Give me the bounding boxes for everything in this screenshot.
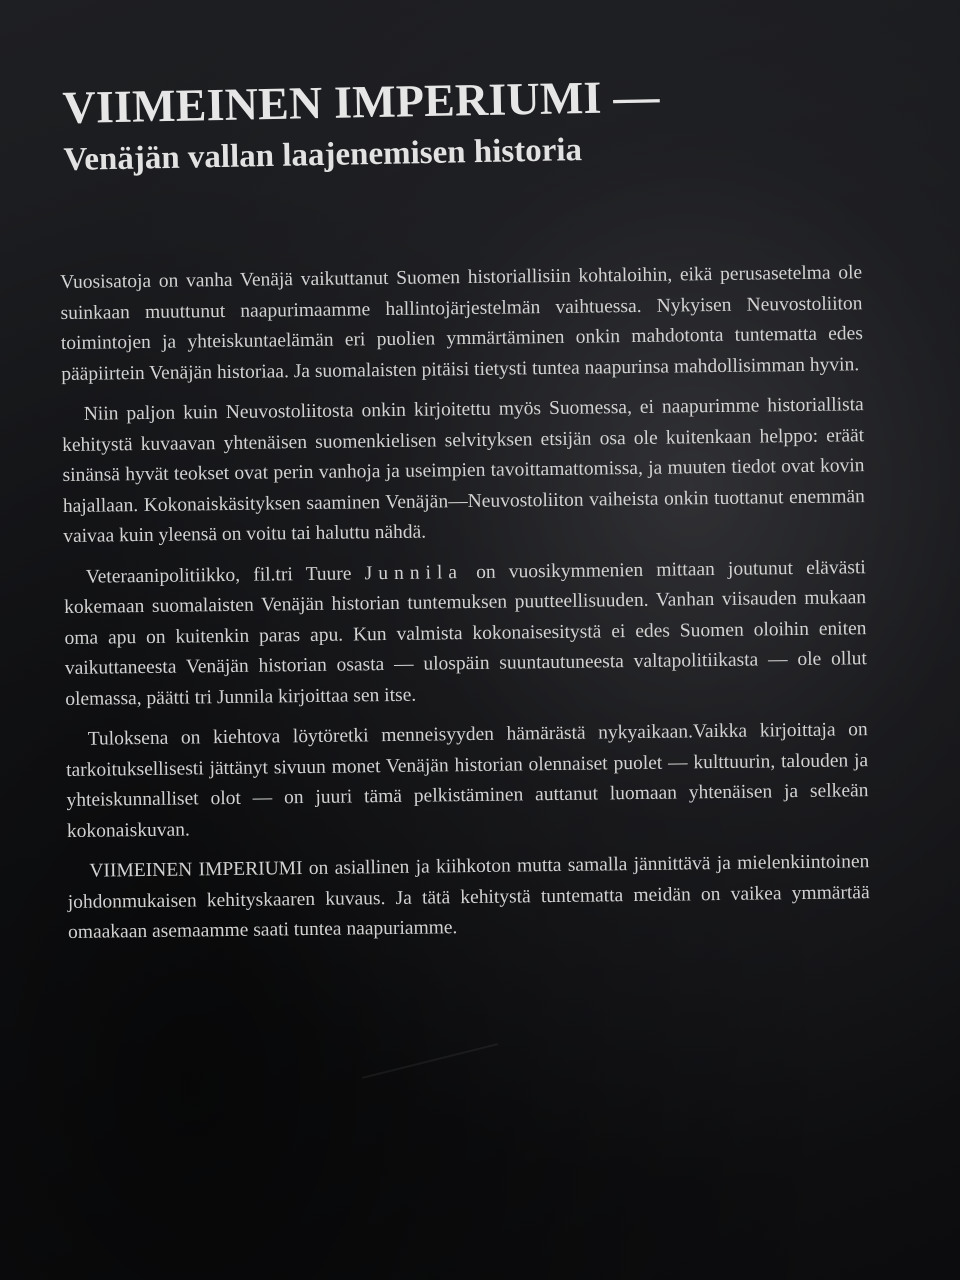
book-title: VIIMEINEN IMPERIUMI — [62,70,660,133]
title-block [62,66,904,180]
blurb-paragraph-5: VIIMEINEN IMPERIUMI on asiallinen ja kiihkoton mutta samalla jännittävä ja mielenkiintoinen johdonmukaisen kehityskaaren kuvaus. Ja tätä kehitystä tuntematta meidän on vaikea ymmärtää omaakaan asemaamme saati tuntea naapuriamme. [67,851,870,943]
blurb-paragraph-4: Tuloksena on kiehtova löytöretki menneisyyden hämärästä nykyaikaan.Vaikka kirjoittaja on tarkoituksellisesti jättänyt sivuun monet Venäjän historian olennaiset puolet — kulttuurin, talouden ja yhteiskunnalliset olot — on juuri tämä pelkistäminen auttanut luomaan yhtenäisen ja selkeän kokonaiskuvan. [66,719,869,842]
blurb-text [60,258,870,958]
author-name: Junnila [364,561,464,584]
book-subtitle: Venäjän vallan laajenemisen historia [63,132,583,178]
blurb-paragraph-3 [64,553,868,715]
blurb-paragraph-3-start: Veteraanipolitiikko, fil.tri Tuure [85,562,365,588]
surface-scratch [362,1043,498,1079]
blurb-paragraph-2: Niin paljon kuin Neuvostoliitosta onkin kirjoitettu myös Suomessa, ei naapurimme historiallista kehitystä kuvaavan yhtenäisen suomenkielisen selvityksen etsijän osa ole kuitenkaan helppo: eräät sinänsä hyvät teokset ovat perin vanhoja ja useimpien tavoittamattomissa, ja muuten tiedot ovat kovin hajallaan. Kokonaiskäsityksen saaminen Venäjän—Neuvostoliiton vaiheista onkin tuottanut enemmän vaivaa kuin yleensä on voitu tai haluttu nähdä. [62,394,865,547]
blurb-paragraph-1: Vuosisatoja on vanha Venäjä vaikuttanut Suomen historiallisiin kohtaloihin, eikä perusasetelma ole suinkaan muuttunut naapurimaamme hallintojärjestelmän vaihtuessa. Nykyisen Neuvostoliiton toimintojen ja yhteiskuntaelämän eri puolien ymmärtäminen onkin mahdotonta tuntematta edes pääpiirtein Venäjän historiaa. Ja suomalaisten pitäisi tietysti tuntea naapurinsa mahdollisimman hyvin. [60,262,863,385]
blurb-paragraph-3-end: on vuosikymmenien mittaan joutunut elävästi kokemaan suomalaisten Venäjän historian tuntemuksen puutteellisuuden. Vanhan viisauden mukaan oma apu on kuitenkin paras apu. Kun valmista kokonaisesitystä ei edes Suomen oloihin eniten vaikuttaneesta Venäjän historian osasta — ulospäin suuntautuneesta valtapolitiikasta — ole ollut olemassa, päätti tri Junnila kirjoittaa sen itse. [64,556,867,710]
